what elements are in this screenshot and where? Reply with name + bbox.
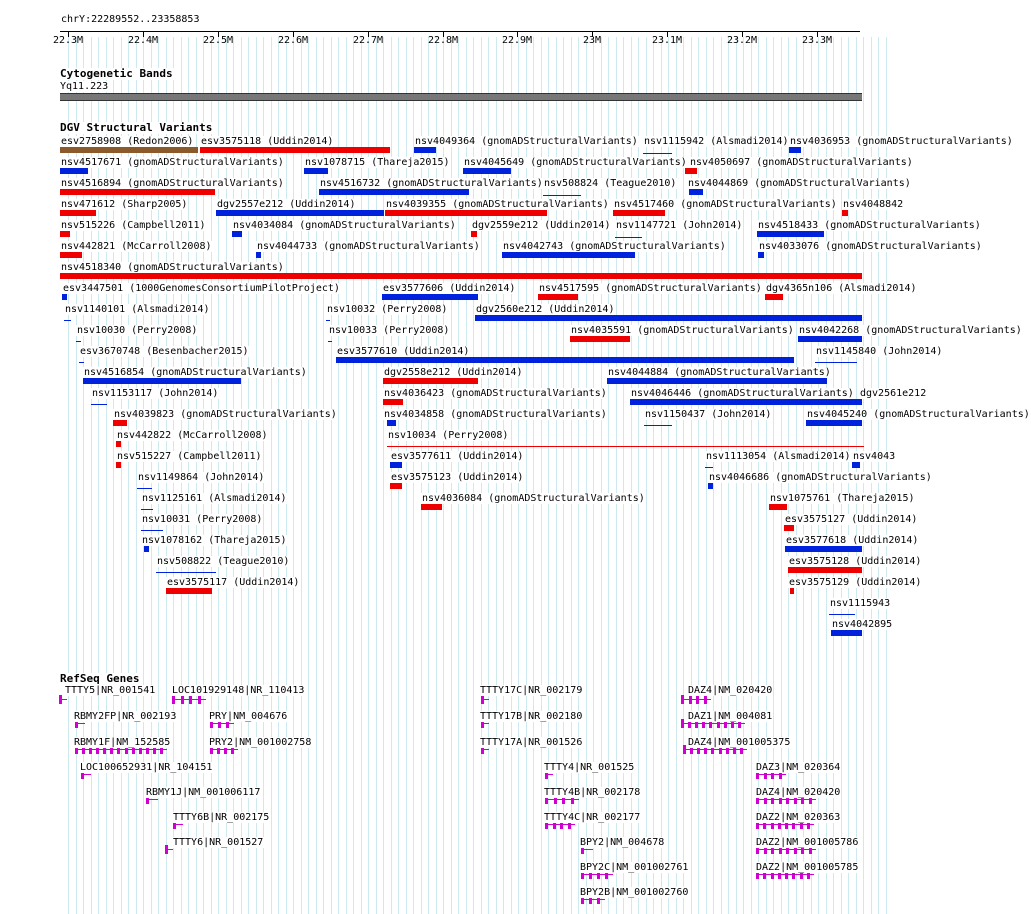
gene-exon [696, 695, 699, 704]
variant-label[interactable]: nsv442821 (McCarroll2008) [61, 241, 212, 252]
variant-bar[interactable] [852, 462, 860, 468]
variant-bar[interactable] [463, 168, 511, 174]
variant-label[interactable]: nsv471612 (Sharp2005) [61, 199, 188, 210]
variant-span[interactable] [328, 341, 332, 342]
gene-label[interactable]: PRY2|NM_001002758 [209, 737, 312, 748]
variant-label[interactable]: nsv4043 [853, 451, 896, 462]
grid-line [601, 37, 602, 914]
variant-bar[interactable] [319, 189, 469, 195]
grid-line [646, 37, 647, 914]
variant-bar[interactable] [842, 210, 848, 216]
variant-label[interactable]: nsv10034 (Perry2008) [388, 430, 509, 441]
grid-line [548, 37, 549, 914]
variant-label[interactable]: nsv1153117 (John2014) [92, 388, 219, 399]
variant-label[interactable]: nsv4042268 (gnomADStructuralVariants) [799, 325, 1022, 336]
variant-span[interactable] [326, 320, 330, 321]
ruler-tick-label: 22.7M [352, 35, 384, 46]
variant-label[interactable]: nsv4039823 (gnomADStructuralVariants) [114, 409, 337, 420]
variant-bar[interactable] [831, 630, 862, 636]
grid-line [676, 37, 677, 914]
gene-label[interactable]: RBMY1F|NM_152585 [74, 737, 171, 748]
gene-label[interactable]: DAZ4|NM_001005375 [688, 737, 791, 748]
grid-line [286, 37, 287, 914]
variant-bar[interactable] [806, 420, 862, 426]
ruler-tick-label: 22.8M [427, 35, 459, 46]
gene-label[interactable]: BPY2B|NM_001002760 [580, 887, 689, 898]
grid-line [106, 37, 107, 914]
gene-exon [689, 695, 692, 704]
grid-line [383, 37, 384, 914]
grid-line [526, 37, 527, 914]
gene-label[interactable]: LOC101929148|NR_110413 [172, 685, 305, 696]
variant-label[interactable]: esv3575123 (Uddin2014) [391, 472, 524, 483]
variant-bar[interactable] [166, 588, 212, 594]
cytoband-track-title[interactable]: Cytogenetic Bands [60, 67, 173, 80]
base-position-ruler[interactable] [0, 0, 890, 46]
ruler-tick-label: 23M [582, 35, 602, 46]
variant-label[interactable]: nsv4048842 [843, 199, 904, 210]
variant-label[interactable]: nsv4044733 (gnomADStructuralVariants) [257, 241, 480, 252]
grid-line [631, 37, 632, 914]
ruler-tick-label: 22.3M [52, 35, 84, 46]
variant-bar[interactable] [385, 210, 547, 216]
variant-label[interactable]: nsv4516732 (gnomADStructuralVariants) [320, 178, 543, 189]
grid-line [616, 37, 617, 914]
variant-bar[interactable] [570, 336, 630, 342]
variant-span[interactable] [64, 320, 71, 321]
variant-bar[interactable] [613, 210, 665, 216]
variant-span[interactable] [76, 341, 81, 342]
gene-label[interactable]: PRY|NM_004676 [209, 711, 288, 722]
variant-label[interactable]: esv3577610 (Uddin2014) [337, 346, 470, 357]
variant-bar[interactable] [60, 231, 70, 237]
variant-bar[interactable] [256, 252, 261, 258]
ruler-tick-label: 23.3M [801, 35, 833, 46]
gene-label[interactable]: TTTY6|NR_001527 [173, 837, 264, 848]
gene-label[interactable]: BPY2C|NM_001002761 [580, 862, 689, 873]
variant-bar[interactable] [758, 252, 764, 258]
variant-bar[interactable] [630, 399, 862, 405]
grid-line [368, 37, 369, 914]
variant-bar[interactable] [144, 546, 149, 552]
grid-line [556, 37, 557, 914]
variant-label[interactable]: nsv4035591 (gnomADStructuralVariants) [571, 325, 794, 336]
grid-line [683, 37, 684, 914]
grid-line [271, 37, 272, 914]
grid-line [346, 37, 347, 914]
variant-label[interactable]: dgv2559e212 (Uddin2014) [472, 220, 611, 231]
variant-bar[interactable] [471, 231, 477, 237]
variant-bar[interactable] [62, 294, 67, 300]
variant-bar[interactable] [200, 147, 390, 153]
variant-label[interactable]: nsv1115942 (Alsmadi2014) [644, 136, 789, 147]
gene-label[interactable]: RBMY2FP|NR_002193 [74, 711, 177, 722]
variant-bar[interactable] [689, 189, 703, 195]
gene-label[interactable]: TTTY4B|NR_002178 [544, 787, 641, 798]
ruler-tick-label: 23.2M [726, 35, 758, 46]
grid-line [113, 37, 114, 914]
variant-span[interactable] [387, 446, 864, 447]
variant-label[interactable]: nsv1150437 (John2014) [645, 409, 772, 420]
grid-line [533, 37, 534, 914]
cytoband-bar[interactable] [60, 93, 862, 101]
variant-label[interactable]: nsv4034858 (gnomADStructuralVariants) [384, 409, 607, 420]
variant-bar[interactable] [685, 168, 697, 174]
variant-bar[interactable] [798, 336, 862, 342]
variant-label[interactable]: esv3670748 (Besenbacher2015) [80, 346, 249, 357]
grid-line [128, 37, 129, 914]
variant-span[interactable] [91, 404, 107, 405]
variant-span[interactable] [137, 488, 152, 489]
gene-label[interactable]: TTTY4|NR_001525 [544, 762, 635, 773]
variant-label[interactable]: nsv4042895 [832, 619, 893, 630]
variant-label[interactable]: nsv4045240 (gnomADStructuralVariants) [807, 409, 1030, 420]
variant-span[interactable] [141, 530, 163, 531]
variant-bar[interactable] [607, 378, 827, 384]
variant-label[interactable]: nsv4044884 (gnomADStructuralVariants) [608, 367, 831, 378]
ruler-axis [60, 31, 860, 32]
gene-label[interactable]: RBMY1J|NM_001006117 [146, 787, 261, 798]
variant-span[interactable] [644, 425, 672, 426]
variant-label[interactable]: nsv1078715 (Thareja2015) [305, 157, 450, 168]
variant-label[interactable]: nsv1147721 (John2014) [616, 220, 743, 231]
variant-label[interactable]: nsv4039355 (gnomADStructuralVariants) [386, 199, 609, 210]
variant-label[interactable]: esv3577611 (Uddin2014) [391, 451, 524, 462]
variant-label[interactable]: nsv1113054 (Alsmadi2014) [706, 451, 851, 462]
variant-label[interactable]: nsv1149864 (John2014) [138, 472, 265, 483]
grid-line [608, 37, 609, 914]
grid-line [98, 37, 99, 914]
gene-label[interactable]: DAZ2|NM_001005785 [756, 862, 859, 873]
variant-span[interactable] [615, 237, 642, 238]
variant-label[interactable]: nsv1078162 (Thareja2015) [142, 535, 287, 546]
grid-line [593, 37, 594, 914]
gene-label[interactable]: TTTY17C|NR_002179 [480, 685, 583, 696]
variant-bar[interactable] [757, 231, 824, 237]
variant-label[interactable]: nsv4045649 (gnomADStructuralVariants) [464, 157, 687, 168]
variant-label[interactable]: esv3577618 (Uddin2014) [786, 535, 919, 546]
position-label: chrY:22289552..23358853 [61, 14, 200, 25]
variant-bar[interactable] [475, 315, 862, 321]
variant-label[interactable]: nsv1145840 (John2014) [816, 346, 943, 357]
variant-bar[interactable] [769, 504, 787, 510]
gene-label[interactable]: DAZ1|NM_004081 [688, 711, 773, 722]
variant-label[interactable]: nsv4049364 (gnomADStructuralVariants) [415, 136, 638, 147]
gene-exon [189, 695, 192, 704]
gene-exon [681, 719, 684, 728]
ruler-tick-label: 23.1M [651, 35, 683, 46]
variant-bar[interactable] [414, 147, 436, 153]
variant-label[interactable]: esv3575117 (Uddin2014) [167, 577, 300, 588]
variant-bar[interactable] [390, 462, 402, 468]
grid-line [121, 37, 122, 914]
grid-line [698, 37, 699, 914]
grid-line [361, 37, 362, 914]
refseq-track-title[interactable]: RefSeq Genes [60, 672, 140, 685]
grid-line [623, 37, 624, 914]
variant-bar[interactable] [790, 588, 794, 594]
gene-label[interactable]: TTTY17B|NR_002180 [480, 711, 583, 722]
gene-exon [172, 695, 175, 704]
variant-bar[interactable] [216, 210, 384, 216]
variant-bar[interactable] [232, 231, 242, 237]
variant-label[interactable]: nsv4046686 (gnomADStructuralVariants) [709, 472, 932, 483]
variant-label[interactable]: nsv442822 (McCarroll2008) [117, 430, 268, 441]
variant-label[interactable]: nsv4034084 (gnomADStructuralVariants) [233, 220, 456, 231]
variant-bar[interactable] [788, 567, 862, 573]
gene-exon [481, 695, 484, 704]
grid-line [563, 37, 564, 914]
variant-bar[interactable] [383, 378, 478, 384]
gene-label[interactable]: LOC100652931|NR_104151 [80, 762, 213, 773]
gene-label[interactable]: TTTY4C|NR_002177 [544, 812, 641, 823]
variant-span[interactable] [156, 572, 216, 573]
grid-line [638, 37, 639, 914]
gene-exon [198, 695, 201, 704]
variant-bar[interactable] [60, 147, 198, 153]
variant-bar[interactable] [60, 189, 215, 195]
variant-label[interactable]: esv3575128 (Uddin2014) [789, 556, 922, 567]
variant-label[interactable]: nsv10033 (Perry2008) [329, 325, 450, 336]
gene-label[interactable]: DAZ2|NM_020363 [756, 812, 841, 823]
gene-label[interactable]: BPY2|NM_004678 [580, 837, 665, 848]
variant-label[interactable]: nsv4517671 (gnomADStructuralVariants) [61, 157, 284, 168]
variant-label[interactable]: nsv4517460 (gnomADStructuralVariants) [614, 199, 837, 210]
variant-span[interactable] [643, 153, 672, 154]
grid-line [353, 37, 354, 914]
variant-label[interactable]: nsv4044869 (gnomADStructuralVariants) [688, 178, 911, 189]
variant-label[interactable]: nsv4518340 (gnomADStructuralVariants) [61, 262, 284, 273]
grid-line [578, 37, 579, 914]
variant-label[interactable]: dgv2558e212 (Uddin2014) [384, 367, 523, 378]
grid-line [653, 37, 654, 914]
variant-label[interactable]: nsv1140101 (Alsmadi2014) [65, 304, 210, 315]
variant-label[interactable]: dgv4365n106 (Alsmadi2014) [766, 283, 917, 294]
variant-label[interactable]: nsv1075761 (Thareja2015) [770, 493, 915, 504]
variant-span[interactable] [543, 195, 581, 196]
grid-line [278, 37, 279, 914]
variant-bar[interactable] [60, 273, 862, 279]
gene-intron-line [210, 723, 234, 724]
grid-line [91, 37, 92, 914]
variant-bar[interactable] [116, 441, 121, 447]
variant-label[interactable]: dgv2560e212 (Uddin2014) [476, 304, 615, 315]
variant-label[interactable]: esv3575118 (Uddin2014) [201, 136, 334, 147]
grid-line [301, 37, 302, 914]
variant-bar[interactable] [502, 252, 635, 258]
variant-span[interactable] [829, 614, 855, 615]
variant-label[interactable]: nsv4036084 (gnomADStructuralVariants) [422, 493, 645, 504]
gene-exon [681, 695, 684, 704]
variant-label[interactable]: nsv1125161 (Alsmadi2014) [142, 493, 287, 504]
grid-line [571, 37, 572, 914]
variant-bar[interactable] [784, 525, 794, 531]
variant-label[interactable]: nsv4516894 (gnomADStructuralVariants) [61, 178, 284, 189]
variant-bar[interactable] [60, 252, 82, 258]
variant-bar[interactable] [538, 294, 578, 300]
gene-label[interactable]: TTTY17A|NR_001526 [480, 737, 583, 748]
variant-label[interactable]: nsv4516854 (gnomADStructuralVariants) [84, 367, 307, 378]
variant-span[interactable] [815, 362, 857, 363]
gene-label[interactable]: DAZ4|NM_020420 [756, 787, 841, 798]
variant-bar[interactable] [390, 483, 402, 489]
variant-label[interactable]: nsv515226 (Campbell2011) [61, 220, 206, 231]
variant-label[interactable]: nsv515227 (Campbell2011) [117, 451, 262, 462]
variant-bar[interactable] [116, 462, 121, 468]
variant-bar[interactable] [382, 294, 478, 300]
variant-label[interactable]: nsv4517595 (gnomADStructuralVariants) [539, 283, 762, 294]
variant-span[interactable] [79, 362, 84, 363]
variant-bar[interactable] [60, 210, 96, 216]
variant-bar[interactable] [383, 399, 403, 405]
gene-intron-line [581, 899, 605, 900]
variant-label[interactable]: esv2758908 (Redon2006) [61, 136, 194, 147]
variant-bar[interactable] [789, 147, 801, 153]
ruler-tick-label: 22.4M [127, 35, 159, 46]
variant-label[interactable]: dgv2561e212 [860, 388, 927, 399]
variant-label[interactable]: nsv10030 (Perry2008) [77, 325, 198, 336]
variant-bar[interactable] [60, 168, 88, 174]
variant-span[interactable] [141, 509, 153, 510]
grid-line [338, 37, 339, 914]
variant-span[interactable] [705, 467, 713, 468]
grid-line [331, 37, 332, 914]
variant-bar[interactable] [336, 357, 794, 363]
variant-label[interactable]: esv3447501 (1000GenomesConsortiumPilotProject) [63, 283, 340, 294]
gene-exon [181, 695, 184, 704]
ruler-tick-label: 22.6M [277, 35, 309, 46]
variant-label[interactable]: nsv4518433 (gnomADStructuralVariants) [758, 220, 981, 231]
grid-line [376, 37, 377, 914]
variant-bar[interactable] [304, 168, 328, 174]
variant-label[interactable]: nsv4036423 (gnomADStructuralVariants) [384, 388, 607, 399]
gene-label[interactable]: DAZ3|NM_020364 [756, 762, 841, 773]
grid-line [668, 37, 669, 914]
dgv-track-title[interactable]: DGV Structural Variants [60, 121, 213, 134]
gene-label[interactable]: TTTY5|NR_001541 [65, 685, 156, 696]
gene-exon [59, 695, 62, 704]
variant-label[interactable]: nsv4033076 (gnomADStructuralVariants) [759, 241, 982, 252]
variant-label[interactable]: nsv4042743 (gnomADStructuralVariants) [503, 241, 726, 252]
variant-bar[interactable] [83, 378, 241, 384]
variant-label[interactable]: nsv10031 (Perry2008) [142, 514, 263, 525]
variant-bar[interactable] [765, 294, 783, 300]
ruler-tick-label: 22.5M [202, 35, 234, 46]
variant-label[interactable]: nsv4036953 (gnomADStructuralVariants) [790, 136, 1013, 147]
variant-label[interactable]: nsv1115943 [830, 598, 891, 609]
variant-bar[interactable] [113, 420, 127, 426]
variant-label[interactable]: nsv4050697 (gnomADStructuralVariants) [690, 157, 913, 168]
ruler-tick-label: 22.9M [501, 35, 533, 46]
variant-label[interactable]: nsv4046446 (gnomADStructuralVariants) [631, 388, 854, 399]
grid-line [293, 37, 294, 914]
grid-line [586, 37, 587, 914]
grid-line [706, 37, 707, 914]
variant-label[interactable]: dgv2557e212 (Uddin2014) [217, 199, 356, 210]
variant-label[interactable]: esv3577606 (Uddin2014) [383, 283, 516, 294]
gene-exon [704, 695, 707, 704]
variant-label[interactable]: esv3575129 (Uddin2014) [789, 577, 922, 588]
variant-bar[interactable] [785, 546, 862, 552]
gene-label[interactable]: DAZ2|NM_001005786 [756, 837, 859, 848]
variant-bar[interactable] [708, 483, 713, 489]
variant-label[interactable]: nsv508822 (Teague2010) [157, 556, 290, 567]
variant-label[interactable]: nsv10032 (Perry2008) [327, 304, 448, 315]
variant-label[interactable]: esv3575127 (Uddin2014) [785, 514, 918, 525]
variant-bar[interactable] [421, 504, 442, 510]
cytoband-label: Yq11.223 [60, 81, 109, 92]
variant-label[interactable]: nsv508824 (Teague2010) [544, 178, 677, 189]
gene-exon [165, 845, 168, 854]
grid-line [661, 37, 662, 914]
gene-exon [683, 745, 686, 754]
gene-label[interactable]: TTTY6B|NR_002175 [173, 812, 270, 823]
grid-line [541, 37, 542, 914]
gene-label[interactable]: DAZ4|NM_020420 [688, 685, 773, 696]
variant-bar[interactable] [387, 420, 396, 426]
